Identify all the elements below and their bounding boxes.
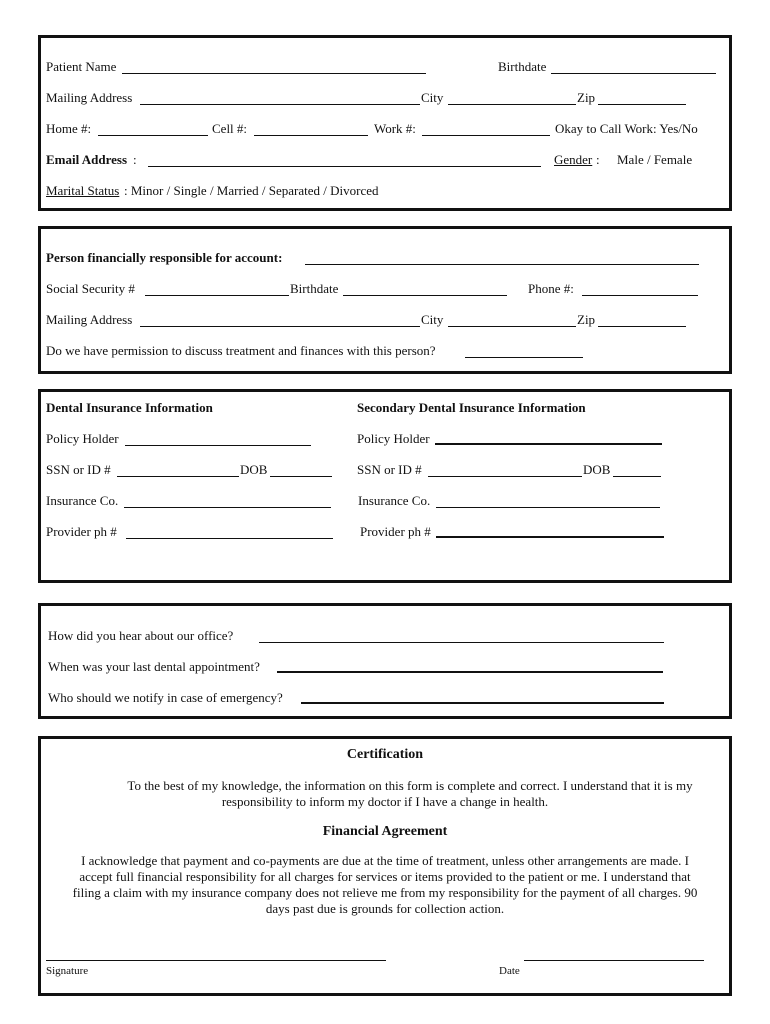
patient-birthdate-label: Birthdate (498, 59, 547, 74)
financial-text-line-1: I acknowledge that payment and co-payments are due at the time of treatment, unless other arrangements are made. I (81, 853, 689, 868)
responsible-birthdate-label: Birthdate (290, 281, 339, 296)
patient-city-label: City (421, 90, 444, 105)
primary-insurance-heading: Dental Insurance Information (46, 400, 213, 415)
email-colon: : (133, 152, 137, 167)
responsible-city-label: City (421, 312, 444, 327)
primary-provider-ph-field[interactable] (126, 538, 333, 539)
patient-mailing-label: Mailing Address (46, 90, 133, 105)
secondary-insurance-heading: Secondary Dental Insurance Information (357, 400, 586, 415)
patient-name-label: Patient Name (46, 59, 117, 74)
email-field[interactable] (148, 166, 541, 167)
secondary-dob-field[interactable] (613, 476, 661, 477)
secondary-insurance-co-label: Insurance Co. (358, 493, 431, 508)
insurance-section (38, 389, 732, 583)
responsible-birthdate-field[interactable] (343, 295, 507, 296)
secondary-ssn-label: SSN or ID # (357, 462, 422, 477)
patient-birthdate-field[interactable] (551, 73, 716, 74)
last-appointment-label: When was your last dental appointment? (48, 659, 260, 674)
ssn-field[interactable] (145, 295, 289, 296)
gender-options[interactable]: Male / Female (617, 152, 693, 167)
emergency-contact-label: Who should we notify in case of emergency? (48, 690, 283, 705)
marital-status-options[interactable]: : Minor / Single / Married / Separated / Divorced (124, 183, 379, 198)
responsible-mailing-field[interactable] (140, 326, 420, 327)
hear-about-label: How did you hear about our office? (48, 628, 234, 643)
primary-policy-holder-label: Policy Holder (46, 431, 119, 446)
secondary-insurance-co-field[interactable] (436, 507, 660, 508)
secondary-dob-label: DOB (583, 462, 611, 477)
date-label: Date (499, 965, 520, 977)
okay-call-work-label: Okay to Call Work: Yes/No (555, 121, 698, 136)
home-phone-label: Home #: (46, 121, 92, 136)
signature-label: Signature (46, 965, 89, 977)
certification-title: Certification (346, 747, 424, 762)
certification-text-line-2: responsibility to inform my doctor if I have a change in health. (221, 794, 549, 809)
primary-dob-label: DOB (240, 462, 268, 477)
responsible-phone-label: Phone #: (528, 281, 574, 296)
patient-city-field[interactable] (448, 104, 576, 105)
secondary-policy-holder-label: Policy Holder (357, 431, 430, 446)
hear-about-field[interactable] (259, 642, 664, 643)
patient-mailing-field[interactable] (140, 104, 420, 105)
financial-agreement-title: Financial Agreement (322, 824, 448, 839)
work-phone-field[interactable] (422, 135, 550, 136)
primary-insurance-co-label: Insurance Co. (46, 493, 119, 508)
secondary-provider-ph-label: Provider ph # (360, 524, 431, 539)
emergency-contact-field[interactable] (301, 702, 664, 704)
gender-label: Gender (554, 152, 593, 167)
ssn-label: Social Security # (46, 281, 135, 296)
financial-text-line-2: accept full financial responsibility for all charges for services or items provided to the patient or me. I understand that (79, 869, 691, 884)
primary-provider-ph-label: Provider ph # (46, 524, 117, 539)
secondary-provider-ph-field[interactable] (436, 536, 664, 538)
permission-label: Do we have permission to discuss treatment and finances with this person? (46, 343, 436, 358)
responsible-heading: Person financially responsible for account: (46, 250, 283, 265)
home-phone-field[interactable] (98, 135, 208, 136)
primary-ssn-field[interactable] (117, 476, 239, 477)
primary-insurance-co-field[interactable] (124, 507, 331, 508)
patient-name-field[interactable] (122, 73, 426, 74)
responsible-mailing-label: Mailing Address (46, 312, 133, 327)
responsible-phone-field[interactable] (582, 295, 698, 296)
marital-status-label: Marital Status (46, 183, 120, 198)
permission-field[interactable] (465, 357, 583, 358)
responsible-zip-label: Zip (577, 312, 596, 327)
gender-colon: : (596, 152, 600, 167)
patient-zip-field[interactable] (598, 104, 686, 105)
work-phone-label: Work #: (374, 121, 416, 136)
last-appointment-field[interactable] (277, 671, 663, 673)
secondary-policy-holder-field[interactable] (435, 443, 662, 445)
signature-field[interactable] (46, 960, 386, 961)
patient-zip-label: Zip (577, 90, 596, 105)
responsible-name-field[interactable] (305, 264, 699, 265)
responsible-city-field[interactable] (448, 326, 576, 327)
financial-text-line-3: filing a claim with my insurance company does not relieve me from my responsibility for the payment of all charges. 90 (72, 885, 698, 900)
primary-dob-field[interactable] (270, 476, 332, 477)
primary-ssn-label: SSN or ID # (46, 462, 111, 477)
financial-text-line-4: days past due is grounds for collection action. (265, 901, 505, 916)
certification-text-line-1: To the best of my knowledge, the information on this form is complete and correct. I understand that it is my (127, 778, 693, 793)
secondary-ssn-field[interactable] (428, 476, 582, 477)
primary-policy-holder-field[interactable] (125, 445, 311, 446)
responsible-zip-field[interactable] (598, 326, 686, 327)
date-field[interactable] (524, 960, 704, 961)
email-label: Email Address (46, 152, 128, 167)
cell-phone-label: Cell #: (212, 121, 248, 136)
cell-phone-field[interactable] (254, 135, 368, 136)
